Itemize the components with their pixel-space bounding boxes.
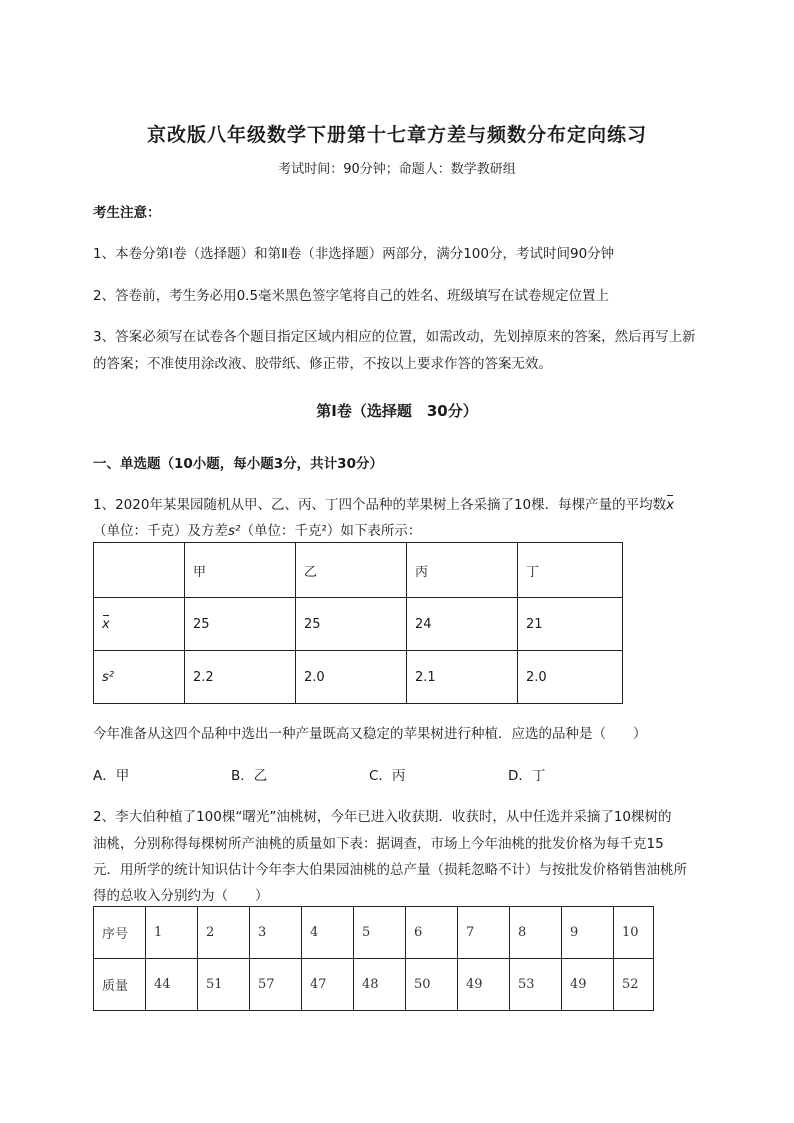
q1-table xyxy=(93,542,623,704)
table-row xyxy=(94,543,623,598)
table-cell: 4 xyxy=(302,907,354,959)
table-cell: 8 xyxy=(510,907,562,959)
variance-symbol: s² xyxy=(102,669,114,685)
q1-question: 今年准备从这四个品种中选出一种产量既高又稳定的苹果树进行种植．应选的品种是（ ） xyxy=(93,726,647,742)
option-d[interactable]: D．丁 xyxy=(508,768,546,784)
table-cell: 44 xyxy=(146,959,198,1011)
table-cell: 序号 xyxy=(94,907,146,959)
q2-stem-line1: 2、李大伯种植了100棵“曙光”油桃树，今年已进入收获期．收获时，从中任选并采摘了10棵树的 xyxy=(93,809,672,825)
q2-stem-line3: 元．用所学的统计知识估计今年李大伯果园油桃的总产量（损耗忽略不计）与按批发价格销售油桃所 xyxy=(93,862,687,878)
table-cell: 2.1 xyxy=(407,651,518,704)
table-cell: 10 xyxy=(614,907,654,959)
notice-item-1: 1、本卷分第Ⅰ卷（选择题）和第Ⅱ卷（非选择题）两部分，满分100分，考试时间90分钟 xyxy=(93,246,615,262)
table-cell: 丁 xyxy=(518,543,623,598)
table-cell: 6 xyxy=(406,907,458,959)
table-row xyxy=(94,651,623,704)
option-a[interactable]: A．甲 xyxy=(93,768,130,784)
q1-stem-line1: 1、2020年某果园随机从甲、乙、丙、丁四个品种的苹果树上各采摘了10棵．每棵产量的平均数x xyxy=(93,497,675,513)
table-cell: 2 xyxy=(198,907,250,959)
option-c[interactable]: C．丙 xyxy=(369,768,406,784)
table-cell: 3 xyxy=(250,907,302,959)
table-cell: 25 xyxy=(185,598,296,651)
table-cell: 2.0 xyxy=(518,651,623,704)
table-cell xyxy=(94,598,185,651)
mean-symbol: x xyxy=(102,616,110,632)
table-cell: 53 xyxy=(510,959,562,1011)
notice-item-3-cont: 的答案；不准使用涂改液、胶带纸、修正带，不按以上要求作答的答案无效。 xyxy=(93,356,552,372)
table-row xyxy=(94,959,654,1011)
page-title: 京改版八年级数学下册第十七章方差与频数分布定向练习 xyxy=(146,124,647,146)
table-cell: 48 xyxy=(354,959,406,1011)
exam-info: 考试时间：90分钟；命题人：数学教研组 xyxy=(278,162,516,177)
table-cell: 57 xyxy=(250,959,302,1011)
table-cell: 21 xyxy=(518,598,623,651)
notice-heading: 考生注意： xyxy=(93,205,161,221)
table-cell: 1 xyxy=(146,907,198,959)
table-cell: 2.0 xyxy=(296,651,407,704)
table-cell: 甲 xyxy=(185,543,296,598)
table-cell: 7 xyxy=(458,907,510,959)
q2-table xyxy=(93,906,654,1011)
table-cell: 49 xyxy=(562,959,614,1011)
table-cell: 25 xyxy=(296,598,407,651)
table-row xyxy=(94,907,654,959)
table-cell xyxy=(94,543,185,598)
table-cell: 5 xyxy=(354,907,406,959)
part-heading: 一、单选题（10小题，每小题3分，共计30分） xyxy=(93,456,383,472)
notice-item-3: 3、答案必须写在试卷各个题目指定区域内相应的位置，如需改动，先划掉原来的答案，然后再写上新 xyxy=(93,329,696,345)
table-cell: 质量 xyxy=(94,959,146,1011)
table-cell: 52 xyxy=(614,959,654,1011)
q1-stem-line2: （单位：千克）及方差s²（单位：千克²）如下表所示： xyxy=(93,523,422,539)
table-cell: 24 xyxy=(407,598,518,651)
q2-stem-line2: 油桃，分别称得每棵树所产油桃的质量如下表：据调查，市场上今年油桃的批发价格为每千克15 xyxy=(93,836,664,852)
table-cell xyxy=(94,651,185,704)
variance-symbol: s² xyxy=(228,523,241,539)
table-cell: 51 xyxy=(198,959,250,1011)
mean-symbol: x xyxy=(666,497,675,513)
table-cell: 49 xyxy=(458,959,510,1011)
q2-stem-line4: 得的总收入分别约为（ ） xyxy=(93,888,269,904)
notice-item-2: 2、答卷前，考生务必用0.5毫米黑色签字笔将自己的姓名、班级填写在试卷规定位置上 xyxy=(93,288,610,304)
table-cell: 2.2 xyxy=(185,651,296,704)
option-b[interactable]: B．乙 xyxy=(231,768,268,784)
section-title: 第Ⅰ卷（选择题 30分） xyxy=(316,402,478,420)
table-cell: 9 xyxy=(562,907,614,959)
table-cell: 乙 xyxy=(296,543,407,598)
table-cell: 50 xyxy=(406,959,458,1011)
table-cell: 丙 xyxy=(407,543,518,598)
table-cell: 47 xyxy=(302,959,354,1011)
table-row xyxy=(94,598,623,651)
